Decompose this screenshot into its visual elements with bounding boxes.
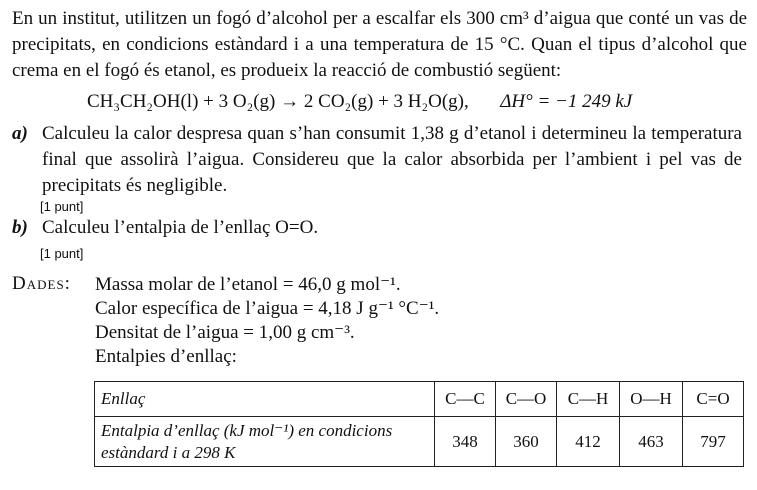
value-ch: 412: [557, 417, 620, 467]
value-co: 360: [496, 417, 557, 467]
table-row-label: Entalpia d’enllaç (kJ mol⁻¹) en condicions estàndard i a 298 K: [95, 417, 435, 467]
eq-ethanol: CH₃CH₂OH(l): [87, 91, 199, 112]
table-header-label: Enllaç: [95, 382, 435, 417]
bond-ch: C—H: [557, 382, 620, 417]
value-cc: 348: [435, 417, 496, 467]
table-value-row: [95, 417, 744, 467]
intro-paragraph: [12, 6, 747, 84]
eq-oxygen: + 3 O₂(g): [203, 91, 276, 112]
value-oh: 463: [620, 417, 683, 467]
dades-density: Densitat de l’aigua = 1,00 g cm⁻³.: [95, 322, 355, 343]
question-b-text: Calculeu l’entalpia de l’enllaç O=O.: [42, 217, 319, 238]
question-a-text: Calculeu la calor despresa quan s’han consumit 1,38 g d’etanol i determineu la temperatura final que assolirà l’aigua. Considereu que la calor absorbida per l’ambient i pel vas de precipitats és negligible.: [42, 123, 742, 196]
dades-molar-mass: Massa molar de l’etanol = 46,0 g mol⁻¹.: [95, 274, 401, 295]
bond-oh: O—H: [620, 382, 683, 417]
eq-delta-h: ΔH° = −1 249 kJ: [500, 91, 633, 112]
eq-co2: 2 CO₂(g): [303, 91, 374, 112]
question-a-label: a): [12, 123, 28, 144]
combustion-equation: [87, 89, 632, 115]
eq-water: + 3 H₂O(g),: [378, 91, 469, 112]
bond-c-double-o: C=O: [683, 382, 744, 417]
question-a-points: [1 punt]: [40, 199, 84, 214]
bond-cc: C—C: [435, 382, 496, 417]
eq-arrow: →: [280, 91, 300, 112]
dades-specific-heat: Calor específica de l’aigua = 4,18 J g⁻¹ °C⁻¹.: [95, 298, 440, 319]
question-b-points: [1 punt]: [40, 246, 84, 261]
bond-enthalpy-table: [94, 381, 744, 467]
value-c-double-o: 797: [683, 417, 744, 467]
question-b-label: b): [12, 217, 28, 238]
bond-co: C—O: [496, 382, 557, 417]
table-header-row: [95, 382, 744, 417]
intro-text: En un institut, utilitzen un fogó d’alcohol per a escalfar els 300 cm³ d’aigua que conté un vas de precipitats, en condicions estàndard i a una temperatura de 15 °C. Quan el tipus d’alcohol que crema en el fogó és etanol, es produeix la reacció de combustió següent:: [12, 8, 747, 81]
dades-heading: Dades:: [12, 273, 71, 294]
dades-bond-enthalpies: Entalpies d’enllaç:: [95, 346, 237, 367]
